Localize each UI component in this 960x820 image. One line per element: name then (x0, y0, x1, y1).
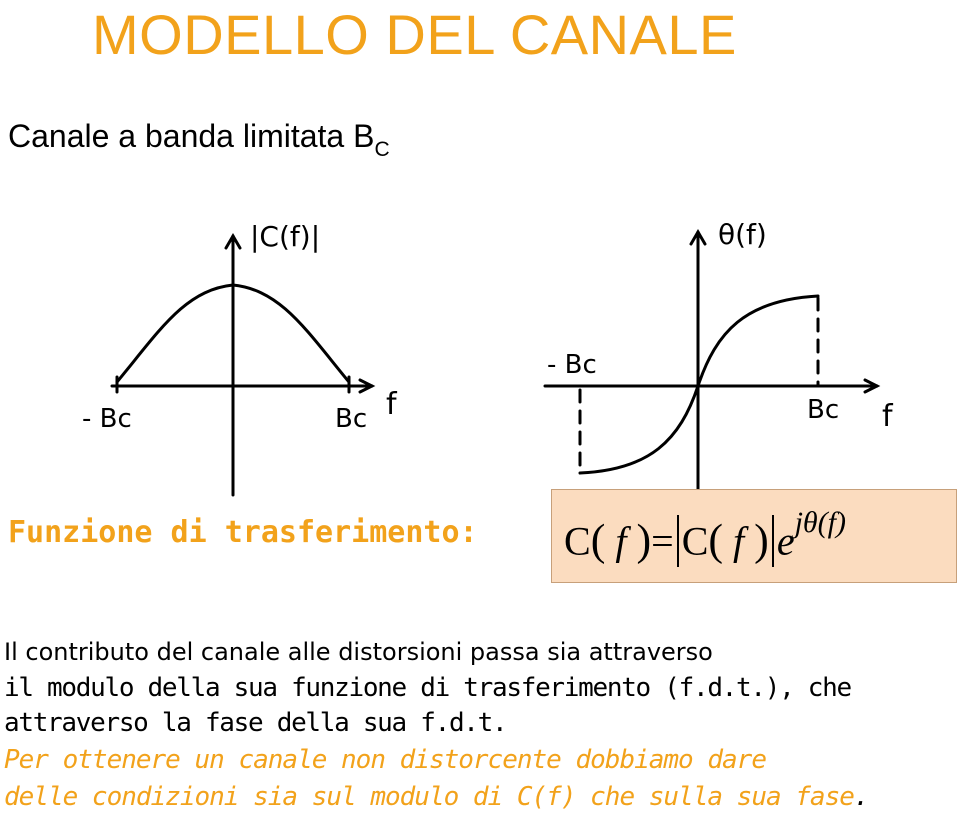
paragraph-line-1: Il contributo del canale alle distorsioni passa sia attraverso (4, 638, 713, 666)
formula-exponent: jθ(f) (794, 506, 846, 539)
paragraph-line-5-text: delle condizioni sia sul modulo di C(f) che sulla sua fase (4, 782, 854, 812)
magnitude-tick-left-label: - Bc (82, 404, 132, 434)
transfer-function-formula-box (551, 489, 957, 583)
phase-tick-left-label: - Bc (547, 350, 597, 380)
magnitude-y-label: |C(f)| (250, 220, 321, 253)
subtitle-subscript: C (374, 138, 390, 161)
formula-paren-close-abs: ) (754, 515, 769, 565)
paragraph-line-5 (4, 782, 869, 812)
formula-C-abs: C (681, 518, 709, 564)
formula-paren-close: ) (636, 515, 652, 565)
formula-e: e (776, 518, 795, 564)
formula-C: C (564, 518, 591, 564)
phase-y-label: θ(f) (718, 218, 767, 251)
phase-tick-right-label: Bc (807, 395, 840, 425)
paragraph-line-3: attraverso la fase della sua f.d.t. (4, 708, 507, 738)
transfer-function-label: Funzione di trasferimento: (8, 515, 478, 550)
phase-x-label: f (882, 399, 893, 434)
magnitude-x-label: f (386, 387, 397, 422)
formula-abs-bar-right (772, 515, 774, 567)
formula-f: f (615, 518, 627, 564)
paragraph-line-5-period: . (853, 782, 869, 812)
paragraph-line-4: Per ottenere un canale non distorcente dobbiamo dare (4, 745, 766, 775)
formula-abs-bar-left (677, 515, 679, 567)
magnitude-plot (112, 236, 372, 495)
transfer-function-formula (564, 506, 846, 567)
magnitude-tick-right-label: Bc (335, 404, 368, 434)
formula-paren-open-abs: ( (708, 515, 724, 565)
subtitle-main: Canale a banda limitata B (8, 118, 375, 154)
formula-equals: = (651, 518, 674, 564)
paragraph-line-2: il modulo della sua funzione di trasferimento (f.d.t.), che (4, 673, 851, 703)
formula-paren-open: ( (590, 515, 606, 565)
formula-f-abs: f (733, 518, 745, 564)
page-title: MODELLO DEL CANALE (92, 3, 737, 66)
